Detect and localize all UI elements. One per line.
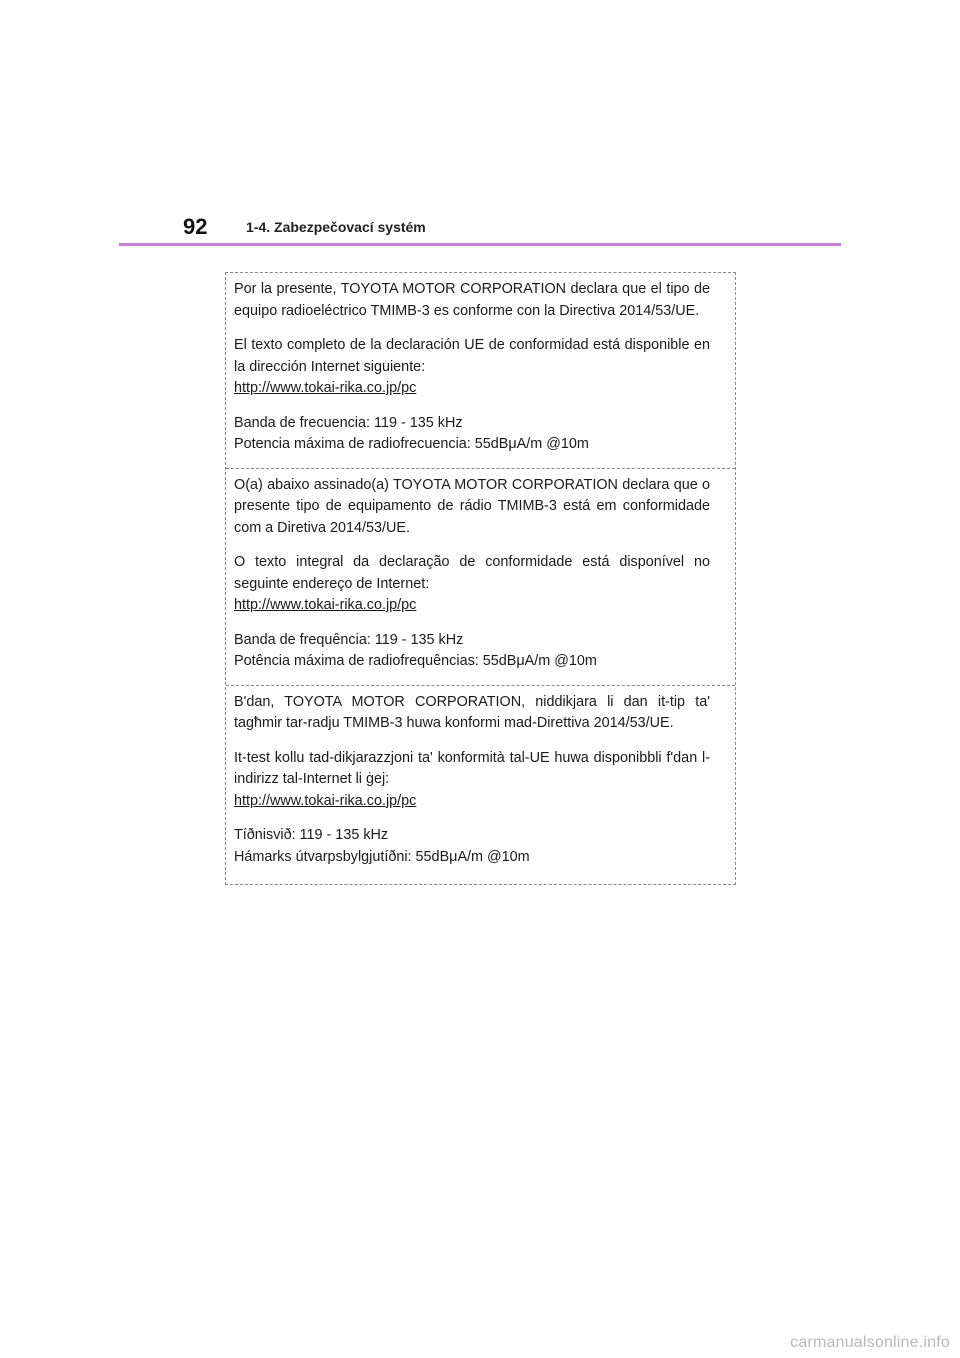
availability-text: El texto completo de la declaración UE de conformidad está disponible en la dirección Internet siguiente: — [234, 337, 710, 375]
declaration-box — [225, 272, 736, 885]
declaration-link[interactable]: http://www.tokai-rika.co.jp/pc — [234, 597, 417, 613]
declaration-text: Por la presente, TOYOTA MOTOR CORPORATION declara que el tipo de equipo radioeléctrico TMIMB-3 es conforme con la Directiva 2014/53/UE. — [234, 281, 710, 319]
declaration-text: B'dan, TOYOTA MOTOR CORPORATION, niddikjara li dan it-tip ta' tagħmir tar-radju TMIMB-3 huwa konformi mad-Direttiva 2014/53/UE. — [234, 693, 710, 731]
frequency-text: Tíðnisvið: 119 - 135 kHz — [234, 827, 389, 843]
power-text: Potencia máxima de radiofrecuencia: 55dBμA/m @10m — [234, 436, 589, 452]
power-text: Potência máxima de radiofrequências: 55dBμA/m @10m — [234, 653, 597, 669]
watermark: carmanualsonline.info — [790, 1334, 950, 1351]
page-number: 92 — [183, 214, 208, 239]
declaration-block-maltese — [226, 686, 735, 885]
declaration-link[interactable]: http://www.tokai-rika.co.jp/pc — [234, 792, 417, 809]
frequency-text: Banda de frequência: 119 - 135 kHz — [234, 631, 464, 648]
availability-text: It-test kollu tad-dikjarazzjoni ta' konformità tal-UE huwa disponibbli f'dan l-indirizz tal-Internet li ġej: — [234, 749, 710, 787]
section-title: 1-4. Zabezpečovací systém — [246, 219, 426, 235]
declaration-block-portuguese — [226, 469, 735, 686]
declaration-link[interactable]: http://www.tokai-rika.co.jp/pc — [234, 380, 417, 396]
declaration-block-spanish — [226, 273, 735, 469]
declaration-text: O(a) abaixo assinado(a) TOYOTA MOTOR CORPORATION declara que o presente tipo de equipamento de rádio TMIMB-3 está em conformidade com a Diretiva 2014/53/UE. — [234, 476, 710, 536]
availability-text: O texto integral da declaração de conformidade está disponível no seguinte endereço de Internet: — [234, 554, 710, 592]
header-rule — [119, 243, 841, 246]
frequency-text: Banda de frecuencia: 119 - 135 kHz — [234, 414, 463, 431]
power-text: Hámarks útvarpsbylgjutíðni: 55dBμA/m @10m — [234, 848, 530, 865]
